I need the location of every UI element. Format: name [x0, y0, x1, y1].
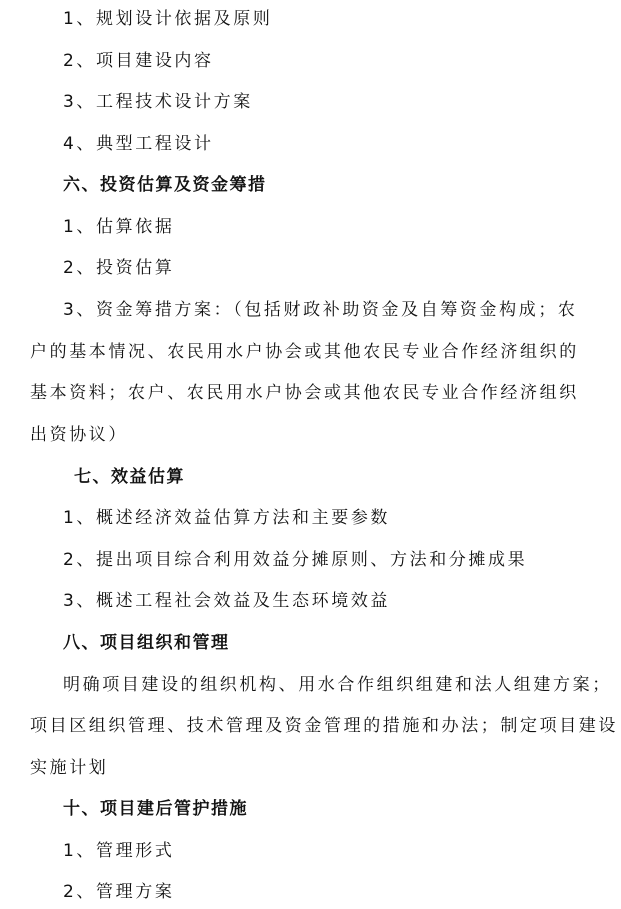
paragraph-line-funding-4: 出资协议） [30, 425, 128, 445]
list-item-management-form: 1、管理形式 [63, 841, 175, 861]
list-item-social-benefit: 3、概述工程社会效益及生态环境效益 [63, 591, 391, 611]
paragraph-line-organization-1: 明确项目建设的组织机构、用水合作组织组建和法人组建方案； [63, 675, 612, 695]
section-heading-investment: 六、投资估算及资金筹措 [63, 175, 267, 195]
list-item-benefit-allocation: 2、提出项目综合利用效益分摊原则、方法和分摊成果 [63, 550, 528, 570]
list-item-typical-design: 4、典型工程设计 [63, 134, 214, 154]
list-item-construction-content: 2、项目建设内容 [63, 51, 214, 71]
list-item-management-plan: 2、管理方案 [63, 882, 175, 902]
paragraph-line-funding-1: 3、资金筹措方案：（包括财政补助资金及自筹资金构成；农 [63, 300, 578, 320]
list-item-economic-benefit: 1、概述经济效益估算方法和主要参数 [63, 508, 391, 528]
paragraph-line-organization-3: 实施计划 [30, 758, 109, 778]
list-item-design-basis: 1、规划设计依据及原则 [63, 9, 273, 29]
list-item-estimate-basis: 1、估算依据 [63, 217, 175, 237]
paragraph-line-funding-3: 基本资料；农户、农民用水户协会或其他农民专业合作经济组织 [30, 383, 579, 403]
paragraph-line-funding-2: 户的基本情况、农民用水户协会或其他农民专业合作经济组织的 [30, 342, 579, 362]
list-item-investment-estimate: 2、投资估算 [63, 258, 175, 278]
section-heading-post-management: 十、项目建后管护措施 [63, 799, 248, 819]
paragraph-line-organization-2: 项目区组织管理、技术管理及资金管理的措施和办法；制定项目建设 [30, 716, 618, 736]
section-heading-benefit: 七、效益估算 [74, 467, 185, 487]
list-item-technical-design: 3、工程技术设计方案 [63, 92, 253, 112]
section-heading-organization: 八、项目组织和管理 [63, 633, 230, 653]
